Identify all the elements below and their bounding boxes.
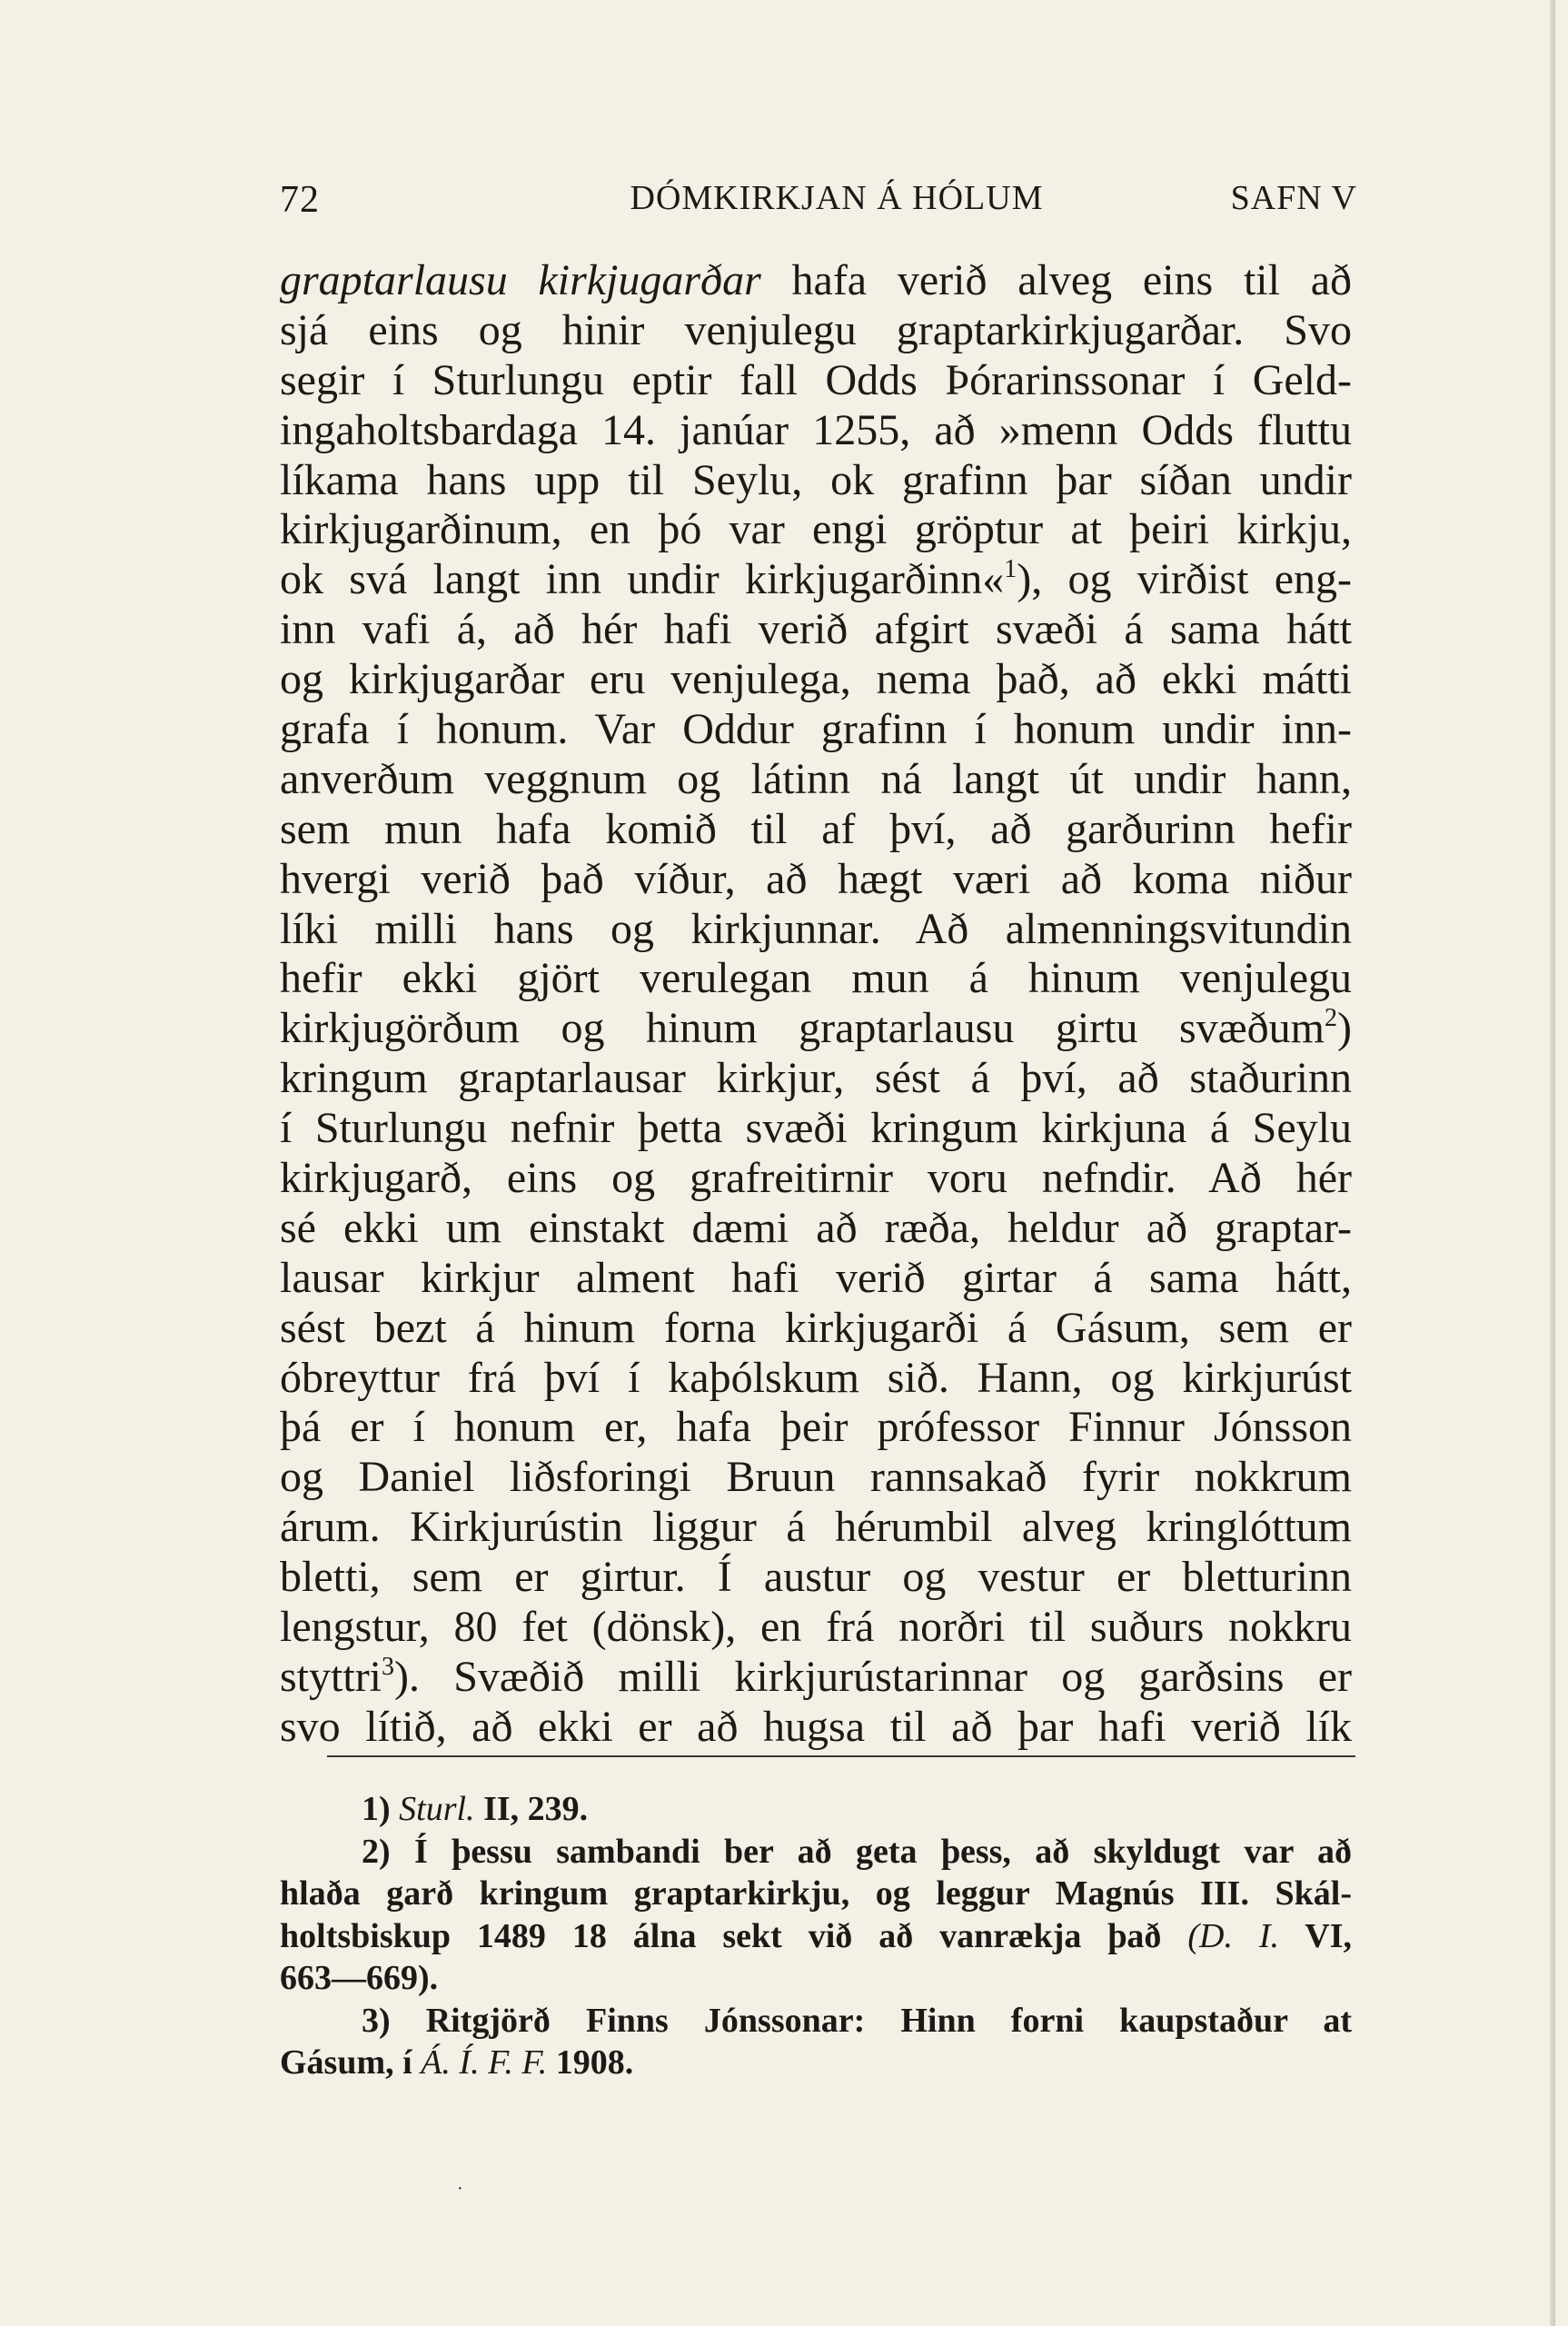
series-label: SAFN V (1230, 179, 1357, 217)
body-text (280, 256, 1352, 1753)
page-number: 72 (280, 179, 320, 221)
text-line (280, 256, 1352, 306)
text-span: ). Svæðið milli kirkjurústarinnar og garðsins er (394, 1652, 1352, 1701)
text-span: styttri (280, 1652, 382, 1701)
footnote-2-line: 2) Í þessu sambandi ber að geta þess, að skyldugt var að (362, 1832, 1352, 1871)
print-speck: · (457, 2179, 463, 2199)
italic-phrase: Sturl. (399, 1790, 475, 1828)
text-line: sjá eins og hinir venjulegu graptarkirkjugarðar. Svo (280, 305, 1352, 354)
text-line: ingaholtsbardaga 14. janúar 1255, að »menn Odds fluttu (280, 405, 1352, 454)
text-span: II, 239. (474, 1790, 589, 1828)
running-title: DÓMKIRKJAN Á HÓLUM (630, 179, 1044, 217)
text-line: grafa í honum. Var Oddur grafinn í honum undir inn- (280, 705, 1352, 754)
text-line (280, 555, 1352, 605)
text-line (280, 1653, 1352, 1703)
text-span: hafa verið alveg eins til að (760, 256, 1353, 304)
text-line: og kirkjugarðar eru venjulega, nema það, að ekki mátti (280, 655, 1352, 704)
footnote-3-line (280, 2042, 1352, 2084)
text-line: óbreyttur frá því í kaþólskum sið. Hann, og kirkjurúst (280, 1353, 1352, 1402)
text-line: kringum graptarlausar kirkjur, sést á því, að staðurinn (280, 1054, 1352, 1103)
text-line: í Sturlungu nefnir þetta svæði kringum kirkjuna á Seylu (280, 1104, 1352, 1153)
italic-phrase: (D. I. (1187, 1916, 1280, 1955)
text-span: ) (1337, 1004, 1352, 1053)
footnote-ref: 3 (382, 1652, 395, 1681)
footnote-1 (280, 1788, 1352, 1831)
text-line: kirkjugarðinum, en þó var engi gröptur at þeiri kirkju, (280, 505, 1352, 554)
footnote-divider (327, 1755, 1355, 1757)
text-line: líkama hans upp til Seylu, ok grafinn þar síðan undir (280, 455, 1352, 504)
footnote-ref: 2 (1325, 1004, 1338, 1033)
text-line: inn vafi á, að hér hafi verið afgirt svæði á sama hátt (280, 605, 1352, 654)
text-span: Gásum, í (280, 2043, 422, 2082)
text-line: hefir ekki gjört verulegan mun á hinum venjulegu (280, 954, 1352, 1003)
text-line: kirkjugarð, eins og grafreitirnir voru nefndir. Að hér (280, 1154, 1352, 1203)
footnote-3-line: 3) Ritgjörð Finns Jónssonar: Hinn forni kaupstaður at (362, 2001, 1352, 2040)
text-line: anverðum veggnum og látinn ná langt út undir hann, (280, 754, 1352, 803)
footnote-ref: 1 (1004, 555, 1017, 584)
text-span: kirkjugörðum og hinum graptarlausu girtu svæðum (280, 1004, 1325, 1053)
text-line: sést bezt á hinum forna kirkjugarði á Gásum, sem er (280, 1303, 1352, 1352)
page-edge (1550, 0, 1555, 2326)
text-line: svo lítið, að ekki er að hugsa til að þar hafi verið lík (280, 1702, 1352, 1751)
text-line: sem mun hafa komið til af því, að garðurinn hefir (280, 804, 1352, 853)
italic-phrase: Á. Í. F. F. (421, 2043, 548, 2082)
text-line: þá er í honum er, hafa þeir prófessor Finnur Jónsson (280, 1403, 1352, 1452)
text-line (280, 1004, 1352, 1054)
footnote-2-line: 663—669). (280, 1959, 439, 1997)
footnote-2-line: hlaða garð kringum graptarkirkju, og leggur Magnús III. Skál- (280, 1874, 1352, 1913)
text-line: lausar kirkjur alment hafi verið girtar á sama hátt, (280, 1253, 1352, 1302)
text-span: ok svá langt inn undir kirkjugarðinn« (280, 555, 1005, 604)
text-span: 1908. (547, 2043, 634, 2082)
text-span: ), og virðist eng- (1017, 555, 1352, 604)
text-line: líki milli hans og kirkjunnar. Að almenningsvitundin (280, 904, 1352, 953)
footnote-2-line (280, 1915, 1352, 1958)
text-line: segir í Sturlungu eptir fall Odds Þórarinssonar í Geld- (280, 355, 1352, 404)
text-line: sé ekki um einstakt dæmi að ræða, heldur að graptar- (280, 1203, 1352, 1252)
footnotes (280, 1788, 1352, 2084)
text-span: holtsbiskup 1489 18 álna sekt við að vanrækja það (280, 1916, 1188, 1955)
text-line: og Daniel liðsforingi Bruun rannsakað fyrir nokkrum (280, 1453, 1352, 1502)
text-line: bletti, sem er girtur. Í austur og vestur er bletturinn (280, 1553, 1352, 1602)
text-line: hvergi verið það víður, að hægt væri að koma niður (280, 854, 1352, 903)
running-header (280, 178, 1357, 224)
text-span: VI, (1279, 1916, 1352, 1955)
italic-phrase: graptarlausu kirkjugarðar (280, 256, 761, 304)
text-line: lengstur, 80 fet (dönsk), en frá norðri til suðurs nokkru (280, 1603, 1352, 1652)
text-line: árum. Kirkjurústin liggur á hérumbil alveg kringlóttum (280, 1503, 1352, 1552)
footnote-mark: 1) (362, 1790, 391, 1828)
